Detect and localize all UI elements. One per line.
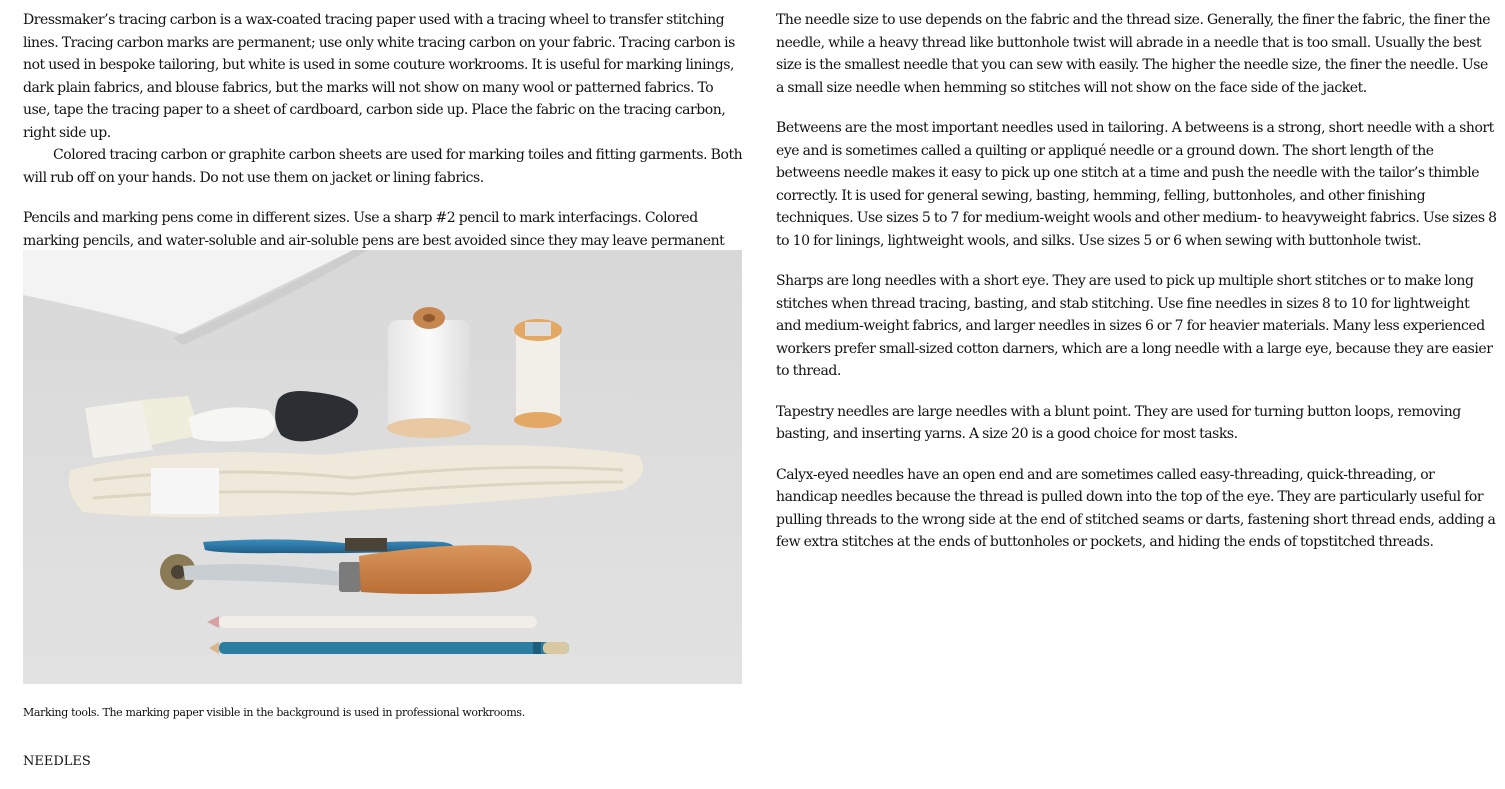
paragraph-betweens: Betweens are the most important needles used in tailoring. A betweens is a strong, short needle with a short eye and is sometimes called a quilting or appliqué needle or a ground down. The short length of the betweens needle makes it easy to pick up one stitch at a time and push the needle with the tailor’s thimble correctly. It is used for general sewing, basting, hemming, felling, buttonholes, and other finishing techniques. Use sizes 5 to 7 for medium-weight wools and other medium- to heavyweight fabrics. Use sizes 8 to 10 for linings, lightweight wools, and silks. Use sizes 5 or 6 when sewing with buttonhole twist. [776, 120, 1497, 249]
paragraph-colored-carbon: Colored tracing carbon or graphite carbon sheets are used for marking toiles and fitting garments. Both will rub off on your hands. Do not use them on jacket or lining fabrics. [23, 147, 743, 186]
paragraph-needle-size: The needle size to use depends on the fabric and the thread size. Generally, the finer the fabric, the finer the needle, while a heavy thread like buttonhole twist will abrade in a needle that is too small. Usually the best size is the smallest needle that you can sew with easily. The higher the needle size, the finer the needle. Use a small size needle when hemming so stitches will not show on the face side of the jacket. [776, 12, 1491, 96]
right-column [776, 9, 1497, 554]
paragraph-sharps: Sharps are long needles with a short eye. They are used to pick up multiple short stitches or to make long stitches when thread tracing, basting, and stab stitching. Use fine needles in sizes 8 to 10 for lightweight and medium-weight fabrics, and larger needles in sizes 6 or 7 for heavier materials. Many less experienced workers prefer small-sized cotton darners, which are a long needle with a large eye, because they are easier to thread. [776, 273, 1493, 379]
paragraph-tracing-carbon: Dressmaker’s tracing carbon is a wax-coated tracing paper used with a tracing wheel to transfer stitching lines. Tracing carbon marks are permanent; use only white tracing carbon on your fabric. Tracing carbon is not used in bespoke tailoring, but white is used in some couture workrooms. It is useful for marking linings, dark plain fabrics, and blouse fabrics, but the marks will not show on many wool or patterned fabrics. To use, tape the tracing paper to a sheet of cardboard, carbon side up. Place the fabric on the tracing carbon, right side up. [23, 12, 735, 141]
paragraph-pencils-pens: Pencils and marking pens come in different sizes. Use a sharp #2 pencil to mark interfacings. Colored marking pencils, and water-soluble and air-soluble pens are best avoided since they may leave permanent [23, 210, 725, 249]
paragraph-calyx-eyed: Calyx-eyed needles have an open end and are sometimes called easy-threading, quick-threading, or handicap needles because the thread is pulled down into the top of the eye. They are particularly useful for pulling threads to the wrong side at the end of stitched seams or darts, fastening short thread ends, adding a few extra stitches at the ends of buttonholes or pockets, and hiding the ends of topstitched threads. [776, 466, 1496, 550]
paragraph-tapestry: Tapestry needles are large needles with a blunt point. They are used for turning button loops, removing basting, and inserting yarns. A size 20 is a good choice for most tasks. [776, 403, 1461, 442]
marking-tools-photo [23, 250, 742, 684]
left-column [23, 9, 743, 275]
section-heading: NEEDLES [23, 754, 91, 769]
figure-caption: Marking tools. The marking paper visible in the background is used in professional workrooms. [23, 706, 525, 719]
